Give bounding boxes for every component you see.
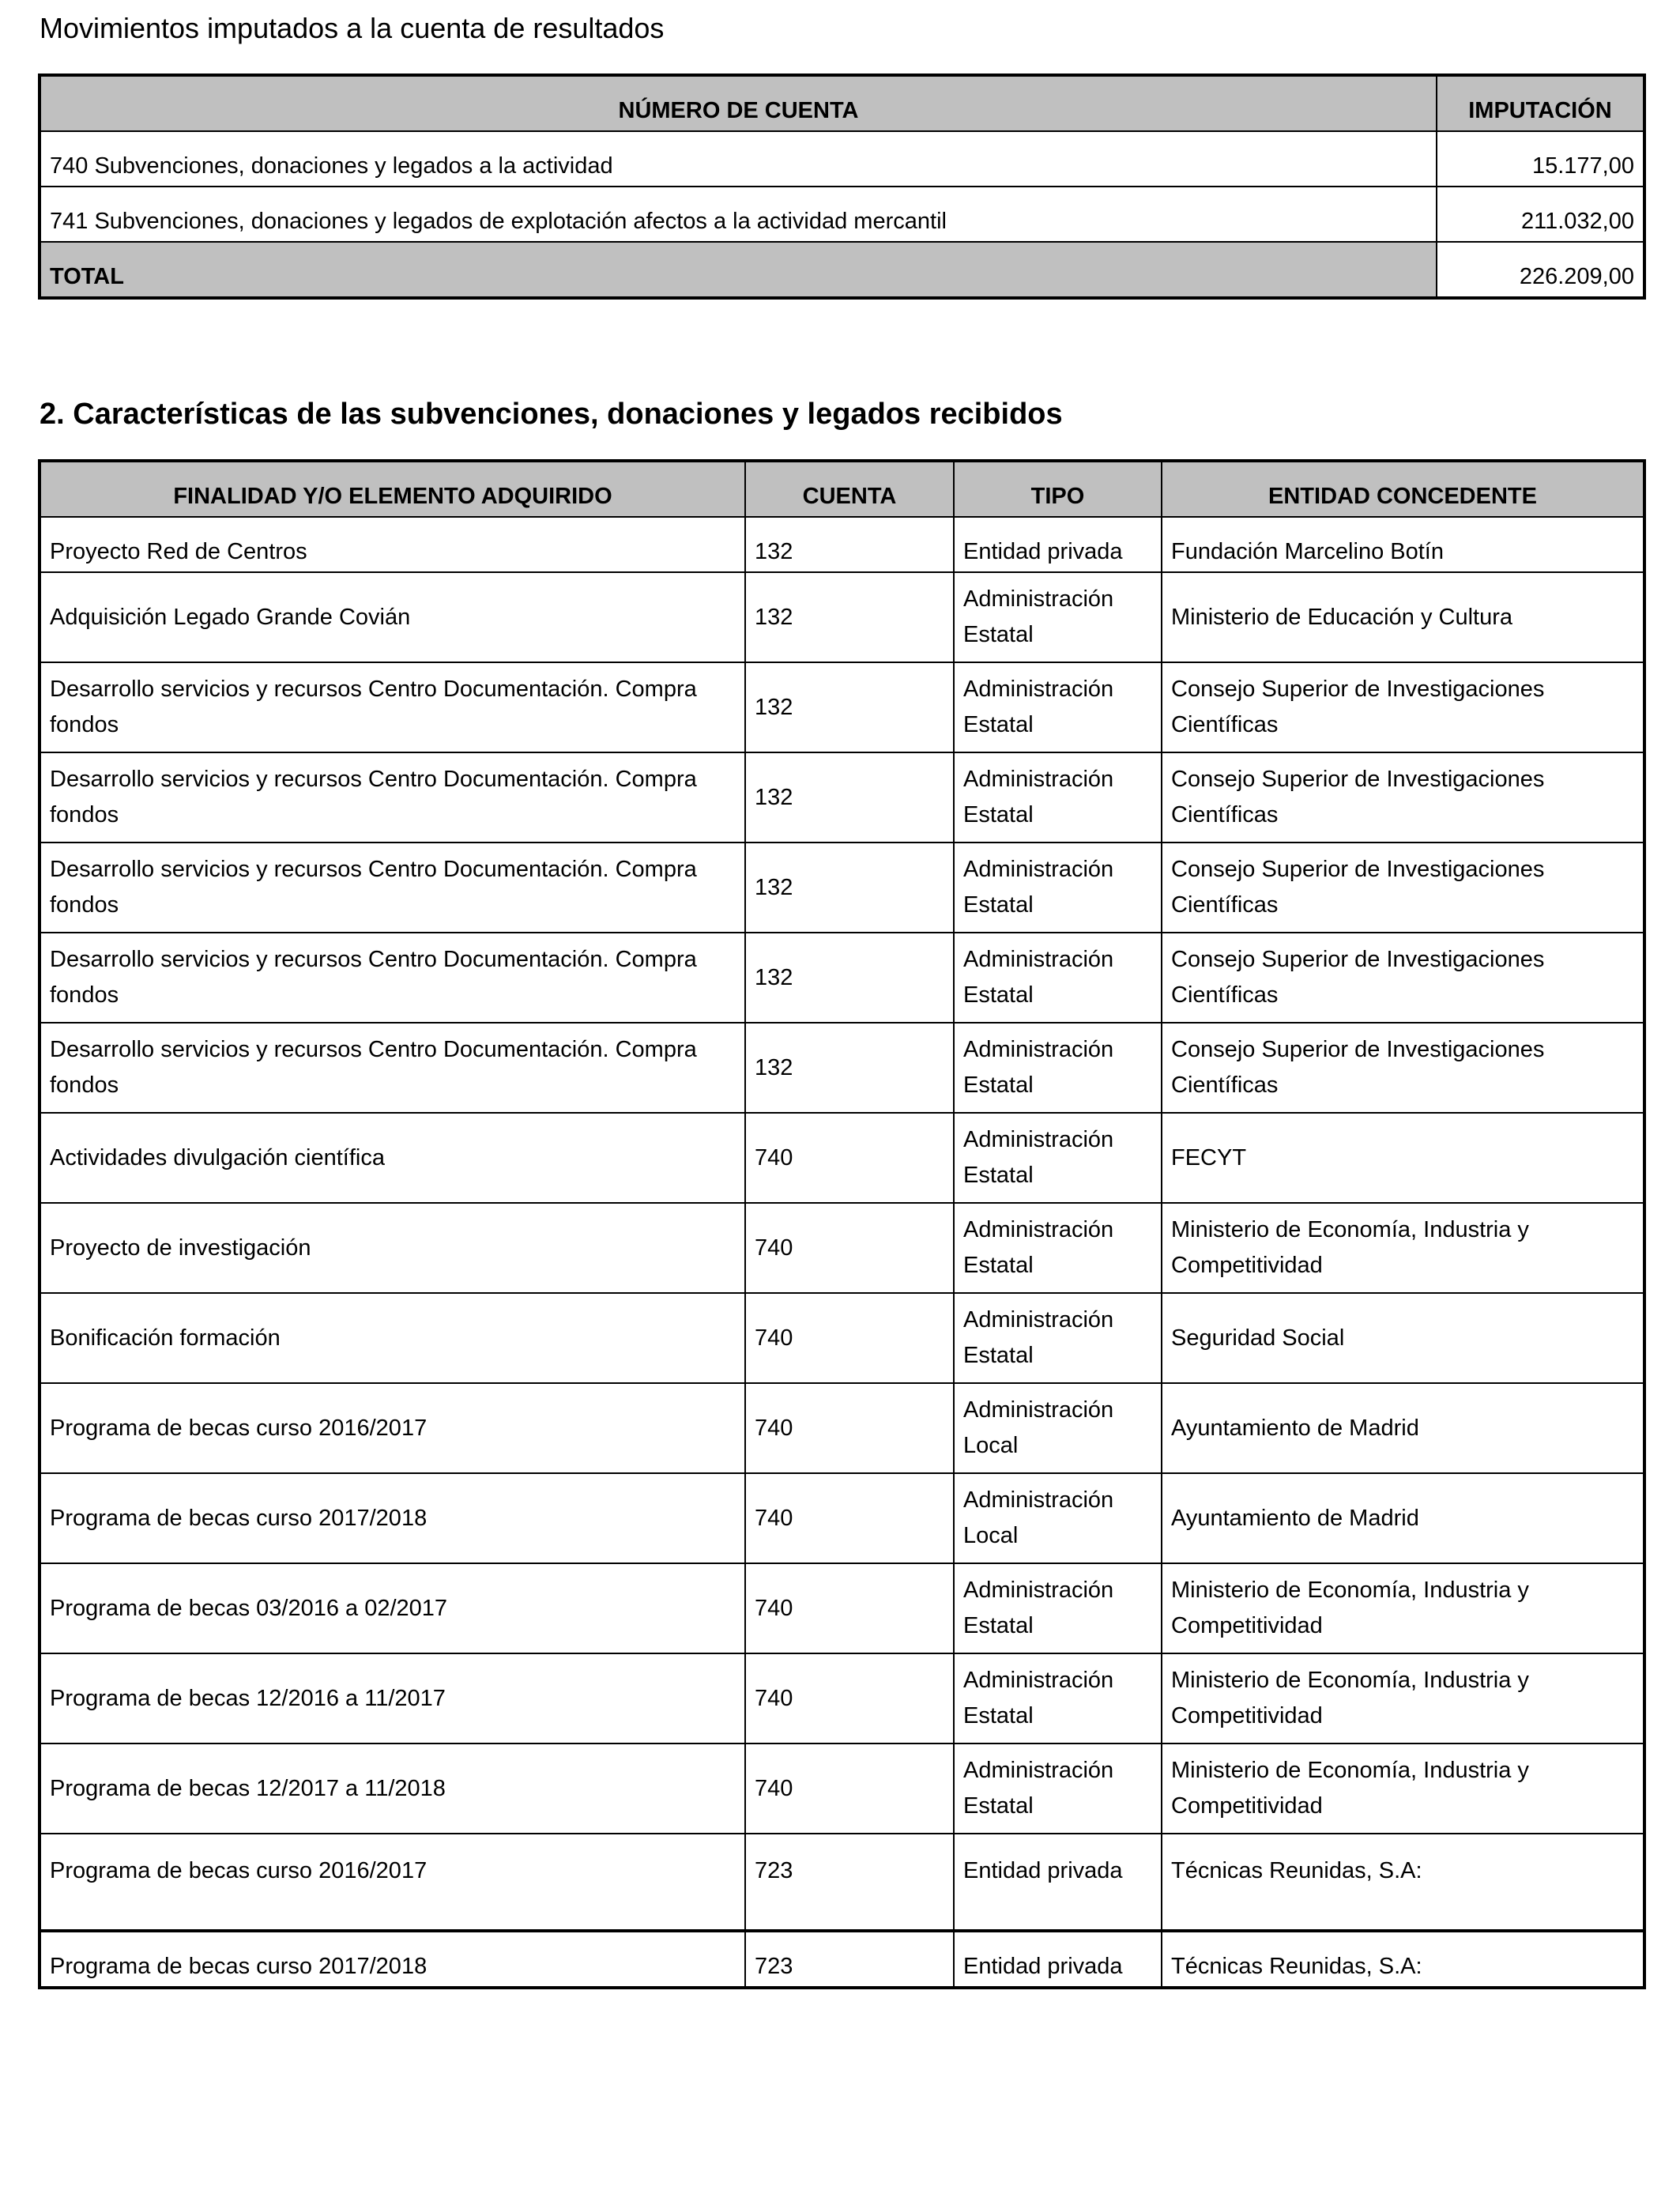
entity-cell: Ministerio de Economía, Industria y Competitividad xyxy=(1162,1203,1644,1293)
purpose-cell: Proyecto de investigación xyxy=(40,1203,745,1293)
account-cell: 723 xyxy=(745,1834,954,1931)
table-row xyxy=(40,1293,1644,1383)
table-row xyxy=(40,131,1644,187)
type-cell: Entidad privada xyxy=(954,1834,1162,1931)
table-row xyxy=(40,1383,1644,1473)
amount-cell: 211.032,00 xyxy=(1437,187,1644,242)
type-cell: Administración Estatal xyxy=(954,1203,1162,1293)
purpose-cell: Programa de becas 12/2016 a 11/2017 xyxy=(40,1653,745,1744)
entity-cell: Técnicas Reunidas, S.A: xyxy=(1162,1931,1644,1988)
table-row xyxy=(40,843,1644,933)
table-row xyxy=(40,1473,1644,1563)
table-row xyxy=(40,517,1644,572)
grants-table xyxy=(38,459,1646,1989)
account-cell: 740 xyxy=(745,1563,954,1653)
purpose-cell: Programa de becas curso 2017/2018 xyxy=(40,1473,745,1563)
type-cell: Entidad privada xyxy=(954,1931,1162,1988)
account-cell: 132 xyxy=(745,572,954,662)
entity-cell: FECYT xyxy=(1162,1113,1644,1203)
table-row xyxy=(40,1023,1644,1113)
entity-cell: Consejo Superior de Investigaciones Científicas xyxy=(1162,1023,1644,1113)
purpose-cell: Desarrollo servicios y recursos Centro Documentación. Compra fondos xyxy=(40,1023,745,1113)
type-cell: Entidad privada xyxy=(954,517,1162,572)
purpose-cell: Bonificación formación xyxy=(40,1293,745,1383)
table-row xyxy=(40,933,1644,1023)
results-table xyxy=(38,74,1646,300)
type-cell: Administración Estatal xyxy=(954,1023,1162,1113)
purpose-cell: Desarrollo servicios y recursos Centro Documentación. Compra fondos xyxy=(40,662,745,752)
type-cell: Administración Estatal xyxy=(954,1744,1162,1834)
type-cell: Administración Estatal xyxy=(954,933,1162,1023)
account-cell: 132 xyxy=(745,662,954,752)
header-type: TIPO xyxy=(954,461,1162,517)
type-cell: Administración Estatal xyxy=(954,662,1162,752)
purpose-cell: Adquisición Legado Grande Covián xyxy=(40,572,745,662)
header-purpose: FINALIDAD Y/O ELEMENTO ADQUIRIDO xyxy=(40,461,745,517)
total-amount: 226.209,00 xyxy=(1437,242,1644,298)
type-cell: Administración Estatal xyxy=(954,1653,1162,1744)
account-cell: 740 xyxy=(745,1203,954,1293)
purpose-cell: Desarrollo servicios y recursos Centro Documentación. Compra fondos xyxy=(40,933,745,1023)
purpose-cell: Desarrollo servicios y recursos Centro Documentación. Compra fondos xyxy=(40,752,745,843)
account-cell: 741 Subvenciones, donaciones y legados de explotación afectos a la actividad mercantil xyxy=(40,187,1437,242)
table-row xyxy=(40,662,1644,752)
table-row xyxy=(40,1113,1644,1203)
purpose-cell: Desarrollo servicios y recursos Centro Documentación. Compra fondos xyxy=(40,843,745,933)
entity-cell: Fundación Marcelino Botín xyxy=(1162,517,1644,572)
entity-cell: Consejo Superior de Investigaciones Científicas xyxy=(1162,752,1644,843)
type-cell: Administración Local xyxy=(954,1473,1162,1563)
table-row xyxy=(40,1563,1644,1653)
purpose-cell: Programa de becas 03/2016 a 02/2017 xyxy=(40,1563,745,1653)
type-cell: Administración Estatal xyxy=(954,572,1162,662)
entity-cell: Ministerio de Economía, Industria y Competitividad xyxy=(1162,1653,1644,1744)
account-cell: 740 xyxy=(745,1653,954,1744)
entity-cell: Ayuntamiento de Madrid xyxy=(1162,1383,1644,1473)
type-cell: Administración Estatal xyxy=(954,752,1162,843)
entity-cell: Consejo Superior de Investigaciones Científicas xyxy=(1162,843,1644,933)
entity-cell: Seguridad Social xyxy=(1162,1293,1644,1383)
total-row xyxy=(40,242,1644,298)
type-cell: Administración Estatal xyxy=(954,1563,1162,1653)
table-row xyxy=(40,572,1644,662)
table-row xyxy=(40,1653,1644,1744)
grants-table-header xyxy=(40,461,1644,517)
header-granting-entity: ENTIDAD CONCEDENTE xyxy=(1162,461,1644,517)
table-row xyxy=(40,1834,1644,1931)
header-account: CUENTA xyxy=(745,461,954,517)
entity-cell: Ayuntamiento de Madrid xyxy=(1162,1473,1644,1563)
account-cell: 740 Subvenciones, donaciones y legados a la actividad xyxy=(40,131,1437,187)
entity-cell: Ministerio de Economía, Industria y Competitividad xyxy=(1162,1744,1644,1834)
purpose-cell: Programa de becas curso 2017/2018 xyxy=(40,1931,745,1988)
section-title-characteristics: 2. Características de las subvenciones, donaciones y legados recibidos xyxy=(40,398,1063,431)
purpose-cell: Programa de becas curso 2016/2017 xyxy=(40,1834,745,1931)
table-row xyxy=(40,1203,1644,1293)
type-cell: Administración Estatal xyxy=(954,843,1162,933)
account-cell: 740 xyxy=(745,1473,954,1563)
entity-cell: Consejo Superior de Investigaciones Científicas xyxy=(1162,662,1644,752)
account-cell: 740 xyxy=(745,1113,954,1203)
account-cell: 740 xyxy=(745,1293,954,1383)
entity-cell: Ministerio de Educación y Cultura xyxy=(1162,572,1644,662)
purpose-cell: Actividades divulgación científica xyxy=(40,1113,745,1203)
entity-cell: Técnicas Reunidas, S.A: xyxy=(1162,1834,1644,1931)
type-cell: Administración Local xyxy=(954,1383,1162,1473)
purpose-cell: Programa de becas curso 2016/2017 xyxy=(40,1383,745,1473)
total-label: TOTAL xyxy=(40,242,1437,298)
table-row xyxy=(40,187,1644,242)
header-imputation: IMPUTACIÓN xyxy=(1437,75,1644,131)
table-row xyxy=(40,752,1644,843)
account-cell: 132 xyxy=(745,517,954,572)
account-cell: 132 xyxy=(745,1023,954,1113)
account-cell: 132 xyxy=(745,843,954,933)
type-cell: Administración Estatal xyxy=(954,1293,1162,1383)
account-cell: 723 xyxy=(745,1931,954,1988)
purpose-cell: Proyecto Red de Centros xyxy=(40,517,745,572)
account-cell: 132 xyxy=(745,933,954,1023)
results-table-header xyxy=(40,75,1644,131)
table-row xyxy=(40,1744,1644,1834)
account-cell: 740 xyxy=(745,1383,954,1473)
account-cell: 132 xyxy=(745,752,954,843)
entity-cell: Consejo Superior de Investigaciones Científicas xyxy=(1162,933,1644,1023)
amount-cell: 15.177,00 xyxy=(1437,131,1644,187)
entity-cell: Ministerio de Economía, Industria y Competitividad xyxy=(1162,1563,1644,1653)
header-account-number: NÚMERO DE CUENTA xyxy=(40,75,1437,131)
account-cell: 740 xyxy=(745,1744,954,1834)
purpose-cell: Programa de becas 12/2017 a 11/2018 xyxy=(40,1744,745,1834)
table-row xyxy=(40,1931,1644,1988)
section-title-results: Movimientos imputados a la cuenta de resultados xyxy=(40,12,665,44)
type-cell: Administración Estatal xyxy=(954,1113,1162,1203)
